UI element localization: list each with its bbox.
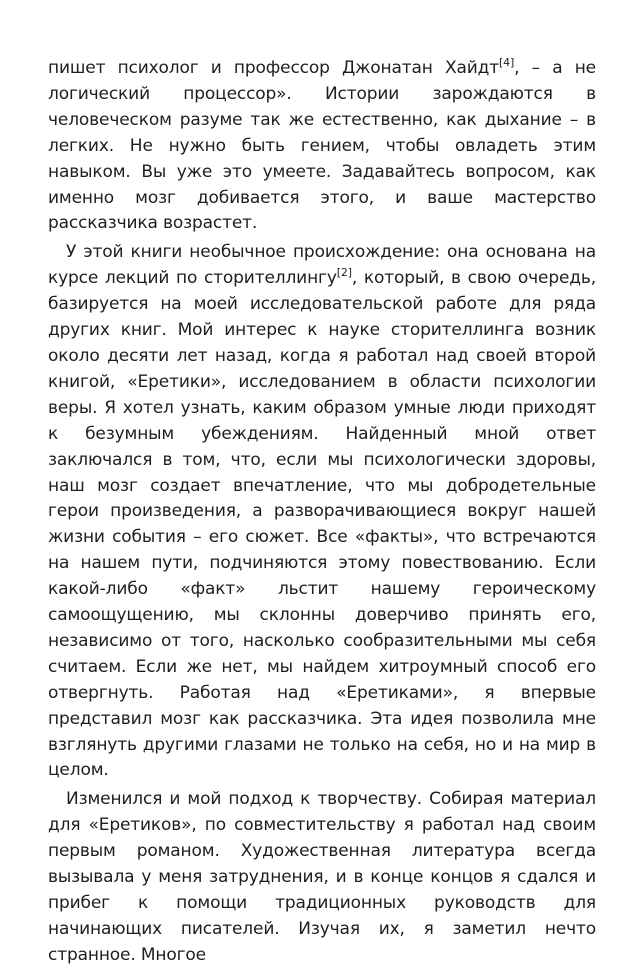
paragraph-1-text-2: , – а не логический процессор». Истории зарождаются в человеческом разуме так же естественно, как дыхание – в легких. Не нужно быть гением, чтобы овладеть этим навыком. Вы уже это умеете. Задавайтесь вопросом, как именно мозг добивается этого, и ваше мастерство рассказчика возрастет. <box>48 58 596 234</box>
paragraph-2-text-1: У этой книги необычное происхождение: она основана на курсе лекций по сторителлингу <box>48 242 596 289</box>
paragraph-3-text-1: Изменился и мой подход к творчеству. Собирая материал для «Еретиков», по совместительству я работал над своим первым романом. Художественная литература всегда вызывала у меня затруднения, и в конце концов я сдался и прибег к помощи традиционных руководств для начинающих писателей. Изучая их, я заметил нечто странное. Многое <box>48 789 596 965</box>
footnote-ref-2[interactable]: [2] <box>336 266 352 280</box>
paragraph-2 <box>48 240 596 784</box>
book-page <box>48 56 596 969</box>
paragraph-3 <box>48 787 596 968</box>
paragraph-1 <box>48 56 596 237</box>
paragraph-1-text-1: пишет психолог и профессор Джонатан Хайдт <box>48 58 499 78</box>
footnote-ref-4[interactable]: [4] <box>499 56 515 70</box>
paragraph-2-text-2: , который, в свою очередь, базируется на моей исследовательской работе для ряда других книг. Мой интерес к науке сторителлинга возник около десяти лет назад, когда я работал над своей второй книгой, «Еретики», исследованием в области психологии веры. Я хотел узнать, каким образом умные люди приходят к безумным убеждениям. Найденный мной ответ заключался в том, что, если мы психологически здоровы, наш мозг создает впечатление, что мы добродетельные герои произведения, а разворачивающиеся вокруг нашей жизни события – его сюжет. Все «факты», что встречаются на нашем пути, подчиняются этому повествованию. Если какой-либо «факт» льстит нашему героическому самоощущению, мы склонны доверчиво принять его, независимо от того, насколько сообразительными мы себя считаем. Если же нет, мы найдем хитроумный способ его отвергнуть. Работая над «Еретиками», я впервые представил мозг как рассказчика. Эта идея позволила мне взглянуть другими глазами не только на себя, но и на мир в целом. <box>48 268 596 781</box>
